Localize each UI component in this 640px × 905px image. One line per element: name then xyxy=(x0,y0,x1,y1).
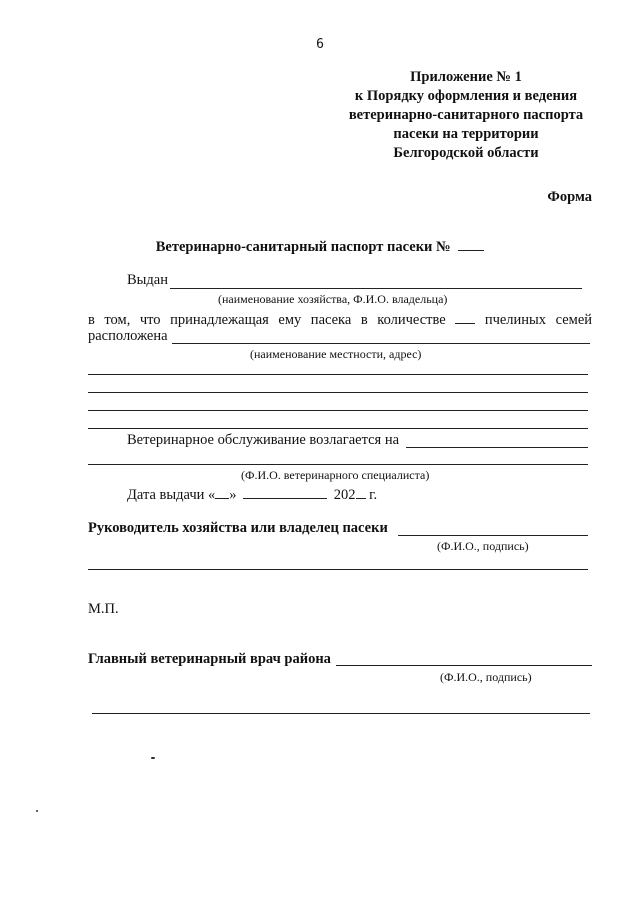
head-signature-field[interactable] xyxy=(398,535,588,536)
apiary-text-part1: в том, что принадлежащая ему пасека в количестве xyxy=(88,312,446,328)
vet-service-label: Ветеринарное обслуживание возлагается на xyxy=(127,432,400,448)
chief-vet-line[interactable] xyxy=(92,713,590,714)
scan-speck xyxy=(151,757,155,759)
form-label: Форма xyxy=(547,189,592,205)
appendix-line-4: пасеки на территории xyxy=(393,126,539,142)
scan-speck xyxy=(36,810,38,812)
head-signature-label: Руководитель хозяйства или владелец пасеки xyxy=(88,520,388,536)
apiary-statement xyxy=(88,310,592,329)
issued-label: Выдан xyxy=(127,272,168,288)
address-line-3[interactable] xyxy=(88,410,588,411)
vet-specialist-line[interactable] xyxy=(88,464,588,465)
chief-vet-label: Главный ветеринарный врач района xyxy=(88,651,331,667)
issued-to-field[interactable] xyxy=(170,288,582,289)
address-line-1[interactable] xyxy=(88,374,588,375)
issue-date xyxy=(127,485,377,504)
head-signature-caption: (Ф.И.О., подпись) xyxy=(437,539,529,553)
issued-caption: (наименование хозяйства, Ф.И.О. владельца) xyxy=(218,292,448,306)
address-line-4[interactable] xyxy=(88,428,588,429)
page-number: 6 xyxy=(316,37,324,52)
appendix-line-3: ветеринарно-санитарного паспорта xyxy=(348,107,584,123)
document-title xyxy=(0,237,640,256)
vet-service-field[interactable] xyxy=(406,447,588,448)
appendix-header xyxy=(330,68,602,163)
stamp-label: М.П. xyxy=(88,601,119,617)
issue-date-quote: » xyxy=(229,487,237,503)
issue-day-field[interactable] xyxy=(215,485,229,499)
location-caption: (наименование местности, адрес) xyxy=(250,347,422,361)
chief-vet-caption: (Ф.И.О., подпись) xyxy=(440,670,532,684)
appendix-line-1: Приложение № 1 xyxy=(410,69,522,85)
document-title-text: Ветеринарно-санитарный паспорт пасеки № xyxy=(155,239,451,255)
appendix-line-5: Белгородской области xyxy=(393,145,539,161)
passport-number-field[interactable] xyxy=(458,237,484,251)
apiary-text-part2: пчелиных семей xyxy=(484,312,593,328)
issue-year-prefix: 202 xyxy=(333,487,356,503)
location-field[interactable] xyxy=(172,343,590,344)
vet-specialist-caption: (Ф.И.О. ветеринарного специалиста) xyxy=(241,468,430,482)
issue-month-field[interactable] xyxy=(243,485,327,499)
issue-date-label: Дата выдачи « xyxy=(127,487,216,503)
chief-vet-field[interactable] xyxy=(336,665,592,666)
head-signature-line[interactable] xyxy=(88,569,588,570)
issue-year-suffix: г. xyxy=(369,487,378,503)
bee-colonies-count-field[interactable] xyxy=(455,310,475,324)
issue-year-field[interactable] xyxy=(356,485,366,499)
located-label: расположена xyxy=(88,328,168,344)
appendix-line-2: к Порядку оформления и ведения xyxy=(354,88,578,104)
address-line-2[interactable] xyxy=(88,392,588,393)
